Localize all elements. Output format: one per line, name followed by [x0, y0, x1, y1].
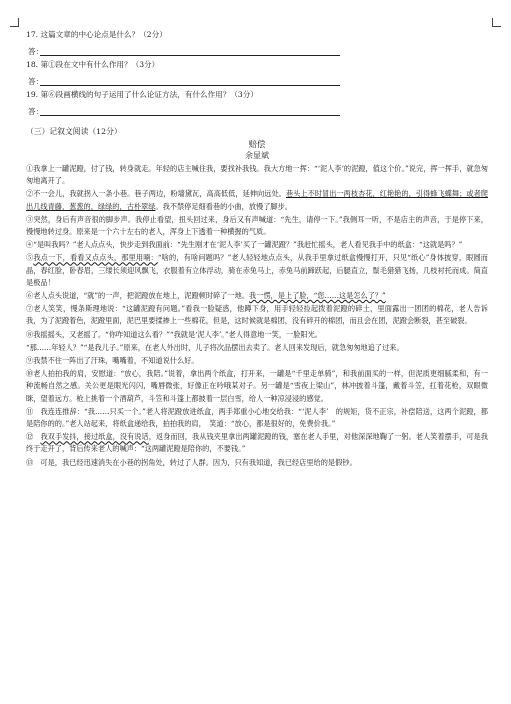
story-paragraph: [26, 431, 488, 455]
paragraph-text: ⑥老人点头说道，“就”的一声，把泥蹬放在地上，泥蹬顿时碎了一地。: [26, 291, 249, 301]
paragraph-text: ⑦老人笑笑，慢条斯理地说：“这罐泥蹬有问题。”看我一脸疑惑，他蹲下身，用手轻轻捡起拨着泥蹬的碎土，里面露出一团团的棉花，老人告诉我，为了泥蹬着色，泥蹬里面，泥巴里要揉掺上一些棉花，但是，这时候就是棉团，没有碎开的棉团，而且会在团，泥蹬会断裂，甚至破裂。: [26, 304, 488, 326]
question-17: 17. 这篇文章的中心论点是什么？（2分）: [26, 30, 167, 39]
story-author: 余显斌: [245, 151, 269, 160]
question-18: 18. 第①段在文中有什么作用？（3分）: [26, 60, 160, 69]
answer-underline: [40, 115, 340, 116]
paragraph-text: ，返身而回，我从钱夹里拿出两罐泥蹬的钱，塞在老人手里，对他深深地鞠了一躬。老人笑着摆手，可是我终于走开了，背后传来老人的喊声：“这两罐泥蹬是陪你的，不要钱。”: [26, 432, 488, 454]
question-19: 19. 第⑥段画横线的句子运用了什么论证方法，有什么作用？（3分）: [26, 90, 258, 99]
story-paragraph: [26, 188, 488, 212]
underlined-text: 我点一下，看看又点点头，那里用喃：: [33, 253, 158, 263]
story-paragraph: [26, 303, 488, 327]
exam-page: [26, 30, 488, 470]
story-paragraph: [26, 368, 488, 405]
paragraph-text: ⑨我禁不住一阵出了汗珠，嘴嘴着，不知道说什么好。: [26, 356, 199, 366]
answer-label: 答：: [28, 107, 44, 116]
story-paragraph: [26, 239, 488, 251]
story-paragraph: [26, 163, 488, 187]
paragraph-text: “那……年轻人？”“是我儿子。”原来，在老人外出时，儿子将次品摆出去卖了。老人回来发现后，就急匆匆地追了过来。: [26, 342, 404, 352]
paragraph-text: 。我不禁停足细看巷的小曲，放慢了脚步。: [155, 201, 292, 211]
paragraph-text: ④“是叫我吗？”老人点点头，快步走到我面前：“先生刚才在‘泥人李’买了一罐泥蹬？”我赶忙摇头，老人看见我手中的纸盒：“这就是吗？”: [26, 240, 463, 250]
story-body: [26, 163, 488, 469]
story-title: 赔偿: [248, 139, 266, 149]
underlined-text: 巷头上不时冒出一两枝杏花，红艳艳的，引得蜂飞蝶舞；或者爬出几线青藤，葱葱的，绿绿的，古朴翠绿: [26, 189, 488, 211]
paragraph-text: ⑧我摇摇头，又老摇了。“你咋知道这么看？”“我就是‘泥人李’。”老人得意地一笑，一脸阳光。: [26, 329, 322, 339]
crop-mark-top-left: [10, 18, 19, 27]
story-paragraph: [26, 342, 488, 354]
paragraph-text: “啥的，有啥问题吗？”老人轻轻地点点头，从我手里拿过纸盒慢慢打开，只见“纸心”身体披穿，眼圆而晶，春红脸，卧春眉，三缕长须迎风飘飞，衣服着有立体浮动，骑在赤兔马上，赤兔马前蹄跃起，后腿直立，鬃毛猎猎飞扬，几枝衬托而成。简直是极品！: [26, 253, 488, 287]
answer-label: 答：: [28, 47, 44, 56]
underlined-text: 我双手发抖，接过纸盒，没有说话: [40, 432, 149, 442]
story-paragraph: [26, 406, 488, 430]
answer-line-17[interactable]: [26, 40, 488, 58]
paragraph-text: ⑫: [26, 432, 41, 442]
answer-line-19[interactable]: [26, 100, 488, 118]
answer-underline: [40, 85, 340, 86]
story-paragraph: [26, 457, 488, 469]
story-paragraph: [26, 252, 488, 289]
paragraph-text: ③突然，身后有声音很的脚步声。我停止看望，扭头回过来，身后又有声喊道：“先生，请停一下。”我侧耳一听，不是店主的声音，于是停下来，慢慢地转过身。原来是一个六十左右的老人，浑身上下透着一种横握的气质。: [26, 214, 488, 237]
paragraph-text: ⑪ 我连连推辞：“我……只买一个。”老人将泥蹬放进纸盒，两手郑重小心地交给我：“‘泥人李’ 的规矩，货不正宗，补偿陪送，这两个泥蹬，都是陪你的的。”老人站起来，将纸盒递给我，拍拍我的肩， 笑道：“放心，都是很好的，免费价我。”: [26, 406, 488, 429]
underlined-text: 我一愣，是上了脸，“您……这是怎么了？”: [248, 291, 386, 301]
paragraph-text: ⑩老人拍拍我的肩，安慰道：“放心，我陪。”说着，拿出两个纸盒，打开来，一罐是“千里走单骑”，和我前面买的一样，但泥质更细腻柔和，有一种流畅自然之感。关公更是眼光闪闪，嘴唇微张，好像正在吟哦某对子。另一罐是“雪夜上梁山”，林冲披着斗篷，戴着斗笠，扛着花枪，双眼微眯，望着远方。枪上挑着一个酒葫芦，斗笠和斗篷上都披着一层白雪，给人一种凉浸浸的感觉。: [26, 369, 488, 403]
story-paragraph: [26, 290, 488, 302]
answer-label: 答：: [28, 77, 44, 86]
paragraph-text: ②不一会儿，我就拐入一条小巷。巷子两边，粉墙黛瓦，高高低低，延伸向远处。: [26, 189, 286, 199]
paragraph-text: ⑤: [26, 253, 34, 263]
paragraph-text: ①我拿上一罐泥蹬，付了钱，转身就走。年轻的店主喊住我，要找补我钱。我大方地一挥：“‘泥人李’的泥蹬，值这个价。”说完，挥一挥手，就急匆匆地离开了。: [26, 164, 488, 186]
crop-mark-top-right: [492, 18, 501, 27]
answer-underline: [40, 55, 340, 56]
paragraph-text: ⑬ 可是，我已经迅速消失在小巷的拐角处，转过了人群。因为，只有我知道，我已经店里给的是假钞。: [26, 457, 357, 467]
story-paragraph: [26, 355, 488, 367]
section-title: （三）记叙文阅读（12分）: [26, 127, 122, 136]
story-paragraph: [26, 214, 488, 238]
answer-line-18[interactable]: [26, 70, 488, 88]
story-paragraph: [26, 329, 488, 341]
